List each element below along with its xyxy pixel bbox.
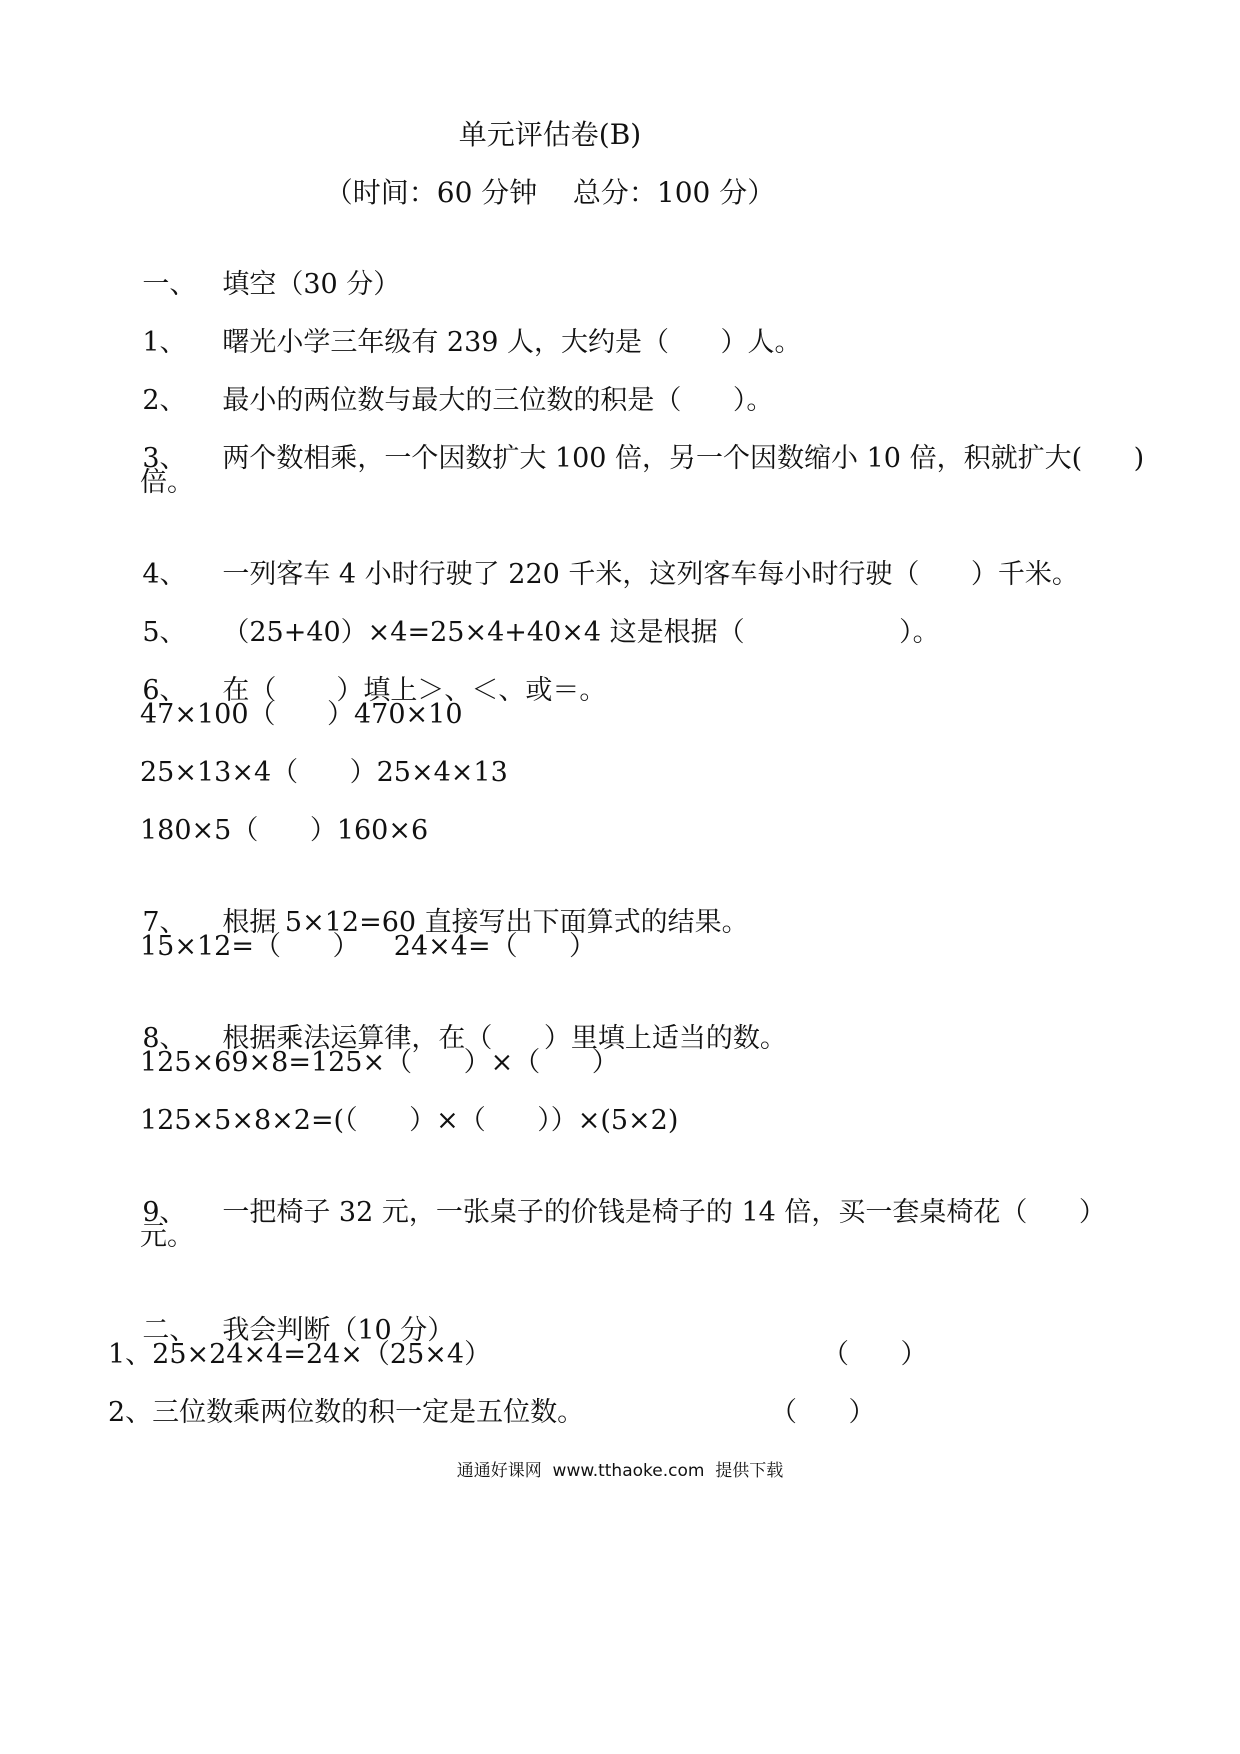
question-9-continuation: 元。 <box>140 1221 194 1252</box>
question-8-item-1: 125×69×8=125×（ ）×（ ） <box>140 1047 619 1078</box>
question-number: 9、 <box>142 1197 187 1228</box>
question-7-item-1: 15×12=（ ） 24×4=（ ） <box>140 931 597 962</box>
question-number: 1、 <box>142 327 187 358</box>
question-8-item-2: 125×5×8×2=(（ ）×（ ））×(5×2) <box>140 1105 679 1136</box>
question-number: 4、 <box>142 559 187 590</box>
question-text: 最小的两位数与最大的三位数的积是（ ）。 <box>222 385 774 416</box>
section-title: 填空（30 分） <box>222 269 401 300</box>
question-6-item-1: 47×100（ ）470×10 <box>140 699 463 730</box>
question-6-item-2: 25×13×4（ ）25×4×13 <box>140 757 508 788</box>
question-9 <box>108 1162 1106 1264</box>
question-number: 5、 <box>142 617 187 648</box>
question-number: 6、 <box>142 675 187 706</box>
section-number: 二、 <box>142 1315 197 1346</box>
question-number: 7、 <box>142 907 187 938</box>
question-text: 两个数相乘，一个因数扩大 100 倍，另一个因数缩小 10 倍，积就扩大( ) <box>222 443 1145 474</box>
question-3-continuation: 倍。 <box>140 467 194 498</box>
question-text: 一列客车 4 小时行驶了 220 千米，这列客车每小时行驶（ ）千米。 <box>222 559 1079 590</box>
question-text: （25+40）×4=25×4+40×4 这是根据（ ）。 <box>222 617 940 648</box>
judge-item-1-text: 1、25×24×4=24×（25×4） <box>108 1339 492 1370</box>
question-number: 2、 <box>142 385 187 416</box>
question-number: 3、 <box>142 443 187 474</box>
question-text: 一把椅子 32 元，一张桌子的价钱是椅子的 14 倍，买一套桌椅花（ ） <box>222 1197 1106 1228</box>
page-footer: 通通好课网 www.tthaoke.com 提供下载 <box>456 1461 784 1481</box>
question-text: 在（ ）填上＞、＜、或＝。 <box>222 675 607 706</box>
question-text: 曙光小学三年级有 239 人，大约是（ ）人。 <box>222 327 802 358</box>
section-number: 一、 <box>142 269 197 300</box>
section-title: 我会判断（10 分） <box>222 1315 455 1346</box>
judge-item-1-blank: （ ） <box>822 1339 928 1370</box>
question-6-item-3: 180×5（ ）160×6 <box>140 815 429 846</box>
exam-info: （时间：60 分钟 总分：100 分） <box>324 176 776 209</box>
judge-item-2-text: 2、三位数乘两位数的积一定是五位数。 <box>108 1397 585 1428</box>
question-text: 根据乘法运算律，在（ ）里填上适当的数。 <box>222 1023 787 1054</box>
judge-item-2-blank: （ ） <box>770 1397 876 1428</box>
page-title: 单元评估卷(B) <box>458 118 642 151</box>
question-number: 8、 <box>142 1023 187 1054</box>
question-text: 根据 5×12=60 直接写出下面算式的结果。 <box>222 907 749 938</box>
question-3 <box>108 408 1144 510</box>
